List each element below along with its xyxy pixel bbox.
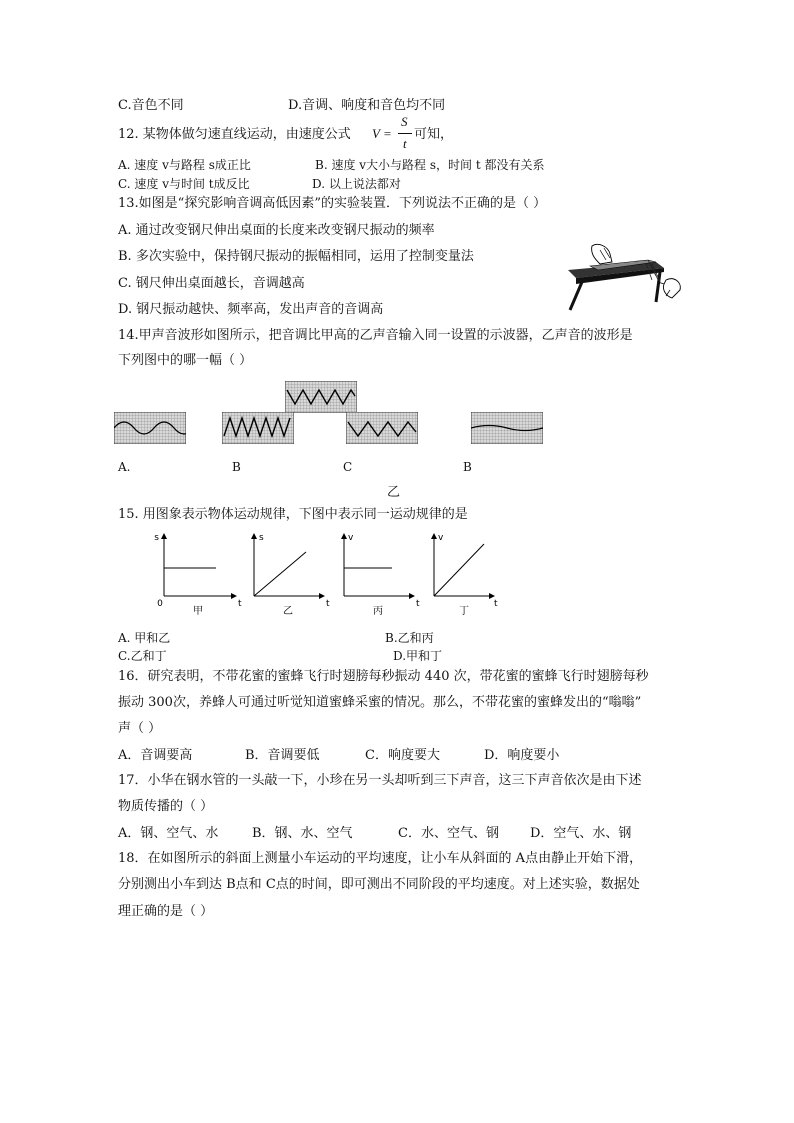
graph-line	[254, 552, 306, 596]
desk-leg	[570, 282, 582, 310]
x-axis-label: t	[326, 599, 330, 609]
q12-option-c: C. 速度 v与时间 t成反比	[118, 177, 250, 191]
q11-option-d: D.音调、响度和音色均不同	[288, 98, 446, 113]
left-hand	[592, 244, 612, 264]
graph-line	[434, 544, 484, 596]
q15-option-d: D.甲和丁	[393, 649, 443, 663]
q17-option-c: C．水、空气、钢	[398, 826, 499, 841]
waveform-d	[471, 412, 543, 444]
q12-option-d: D. 以上说法都对	[312, 177, 401, 191]
q14-label-d: B	[463, 460, 472, 474]
graph-yi	[254, 533, 330, 617]
q13-option-c: C. 钢尺伸出桌面越长，音调越高	[118, 276, 305, 291]
q14-label-c: C	[343, 460, 353, 474]
q16-line1: 16．研究表明，不带花蜜的蜜蜂飞行时翅膀每秒振动 440 次，带花蜜的蜜蜂飞行时翅膀每秒	[118, 669, 649, 684]
q14-label-b: B	[232, 460, 241, 474]
reference-waveform	[285, 381, 357, 413]
q13-option-a: A. 通过改变钢尺伸出桌面的长度来改变钢尺振动的频率	[118, 223, 435, 238]
q12-option-a: A. 速度 v与路程 s成正比	[118, 158, 251, 172]
q17-option-b: B．钢、水、空气	[252, 826, 353, 841]
q17-line2: 物质传播的（ ）	[118, 799, 214, 814]
q15-option-c: C.乙和丁	[118, 649, 167, 663]
q12-option-b: B. 速度 v大小与路程 s，时间 t 都没有关系	[315, 158, 545, 172]
x-axis-label: t	[494, 599, 498, 609]
q17-option-d: D．空气、水、钢	[530, 826, 632, 841]
q14-ref-label: 乙	[387, 485, 401, 500]
x-axis-label: t	[416, 599, 420, 609]
graph-name: 乙	[283, 606, 293, 617]
graph-ding	[434, 533, 498, 617]
q12-formula-denominator: t	[403, 136, 407, 151]
q17-option-a: A．钢、空气、水	[118, 826, 219, 841]
y-axis-label: s	[259, 533, 264, 543]
q15-option-a: A. 甲和乙	[118, 631, 171, 645]
graph-name: 丙	[373, 606, 383, 617]
q14-stem-line2: 下列图中的哪一幅（ ）	[118, 353, 253, 368]
q12-stem: 12. 某物体做匀速直线运动，由速度公式	[118, 127, 351, 142]
waveform-c	[346, 412, 418, 444]
q11-option-c: C.音色不同	[118, 98, 184, 113]
q13-option-d: D. 钢尺振动越快、频率高，发出声音的音调高	[118, 302, 384, 317]
q14-stem-line1: 14.甲声音波形如图所示，把音调比甲高的乙声音输入同一设置的示波器，乙声音的波形是	[118, 328, 633, 343]
q16-option-d: D．响度要小	[484, 748, 560, 763]
q18-line2: 分别测出小车到达 B点和 C点的时间，即可测出不同阶段的平均速度。对上述实验，数据处	[118, 877, 640, 892]
q12-stem-tail: 可知，	[414, 127, 454, 142]
graph-name: 甲	[193, 606, 203, 617]
graph-name: 丁	[459, 606, 469, 617]
waveform-a	[114, 412, 186, 444]
q15-option-b: B.乙和丙	[385, 631, 434, 645]
steel-ruler-experiment-figure	[560, 232, 690, 312]
graph-jia	[154, 533, 242, 617]
q18-line1: 18．在如图所示的斜面上测量小车运动的平均速度，让小车从斜面的 A点由静止开始下滑，	[118, 851, 643, 866]
right-hand	[663, 279, 680, 298]
q18-line3: 理正确的是（ ）	[118, 904, 214, 919]
origin-label: 0	[157, 599, 163, 609]
graph-bing	[344, 533, 420, 617]
q16-option-a: A．音调要高	[118, 748, 193, 763]
q14-label-a: A.	[118, 460, 131, 474]
q16-line2: 振动 300次，养蜂人可通过听觉知道蜜蜂采蜜的情况。那么，不带花蜜的蜜蜂发出的“嗡嗡”	[118, 695, 642, 710]
fraction-bar	[398, 133, 412, 134]
q16-line3: 声（ ）	[118, 721, 162, 736]
q16-option-c: C．响度要大	[365, 748, 440, 763]
y-axis-label: v	[348, 533, 354, 543]
q12-formula-lhs: V =	[372, 126, 392, 141]
q15-stem: 15. 用图象表示物体运动规律，下图中表示同一运动规律的是	[118, 507, 468, 522]
y-axis-label: s	[154, 533, 159, 543]
q13-stem: 13.如图是“探究影响音调高低因素”的实验装置．下列说法不正确的是（ ）	[118, 196, 547, 211]
q12-formula-numerator: S	[401, 114, 408, 129]
q17-line1: 17．小华在钢水管的一头敲一下，小珍在另一头却听到三下声音，这三下声音依次是由下述	[118, 773, 642, 788]
q16-option-b: B．音调要低	[245, 748, 320, 763]
x-axis-label: t	[238, 599, 242, 609]
waveform-b	[222, 412, 294, 444]
motion-graphs	[150, 530, 500, 620]
y-axis-label: v	[438, 533, 444, 543]
q13-option-b: B. 多次实验中，保持钢尺振动的振幅相同，运用了控制变量法	[118, 249, 474, 264]
